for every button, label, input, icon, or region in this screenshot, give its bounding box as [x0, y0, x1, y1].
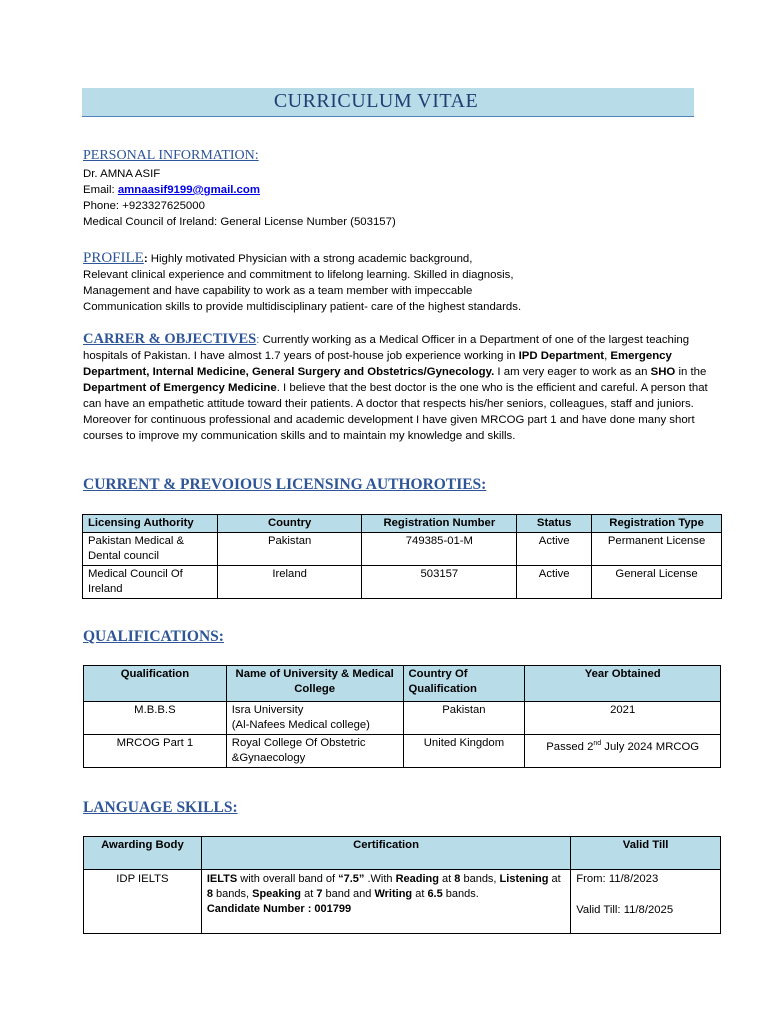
cell: United Kingdom	[403, 735, 525, 768]
objectives-bold-3: SHO	[650, 366, 676, 378]
cert-bold: 8	[206, 888, 213, 900]
cert-bold: Writing	[374, 888, 413, 900]
col-header: Country	[217, 515, 362, 533]
objectives-text-5: . I believe that the best doctor is the one who is the efficient and careful. A person that can have an empathetic attitude toward their patients. A doctor that respects his/her seniors, colleagues, staff and juniors. Moreover for continuous professional and academic development I have given MRCOG part 1 and have done many short courses to improve my communication skills and to maintain my knowledge and skills.	[83, 382, 708, 442]
cert-text: with overall band of	[237, 873, 339, 885]
language-table	[83, 836, 721, 934]
cert-bold: IELTS	[206, 873, 238, 885]
cert-bold: “7.5”	[338, 873, 365, 885]
cell: Pakistan Medical & Dental council	[83, 533, 218, 566]
col-header: Registration Number	[362, 515, 517, 533]
cert-bold: Listening	[499, 873, 549, 885]
cell	[201, 870, 570, 934]
objectives-text-3: I am very eager to work as an	[494, 366, 651, 378]
objectives-text-1: Currently working as a Medical Officer in a Department of one of the largest teaching hospitals of Pakistan. I have almost 1.7 years of post-house job experience working in	[83, 334, 690, 362]
cell: Pakistan	[217, 533, 362, 566]
cert-text: band and	[322, 888, 375, 900]
objectives-text-2: ,	[604, 350, 611, 362]
licensing-table	[82, 514, 722, 599]
cert-text: at	[301, 888, 317, 900]
profile-line-1	[83, 250, 521, 267]
profile-line-4: Communication skills to provide multidisciplinary patient- care of the highest standards.	[83, 301, 522, 313]
cell: Active	[517, 566, 592, 599]
profile-section	[83, 250, 521, 315]
col-header: Country Of Qualification	[403, 666, 525, 702]
cert-bold: 8	[454, 873, 461, 885]
year-superscript: nd	[593, 740, 602, 747]
valid-till: Valid Till: 11/8/2025	[576, 904, 674, 916]
cell: Medical Council Of Ireland	[83, 566, 218, 599]
university-line: Royal College Of Obstetric	[231, 737, 366, 749]
objectives-heading: CARRER & OBJECTIVES	[83, 331, 257, 347]
table-row	[84, 870, 721, 934]
cell: Pakistan	[403, 702, 525, 735]
cert-bold: Reading	[395, 873, 439, 885]
phone-text: Phone: +923327625000	[83, 200, 205, 212]
cell: Ireland	[217, 566, 362, 599]
cell: IDP IELTS	[84, 870, 202, 934]
col-header: Year Obtained	[525, 666, 721, 702]
university-line: Isra University	[231, 704, 304, 716]
profile-line-3: Management and have capability to work as a team member with impeccable	[83, 285, 473, 297]
personal-heading: PERSONAL INFORMATION:	[83, 148, 259, 163]
objectives-colon: :	[256, 334, 260, 346]
objectives-bold-4: Department of Emergency Medicine	[83, 382, 277, 394]
col-header: Valid Till	[571, 837, 721, 870]
cert-bold: 7	[316, 888, 323, 900]
cell: 2021	[525, 702, 721, 735]
cell: M.B.B.S	[84, 702, 227, 735]
cert-text: at	[548, 873, 561, 885]
cert-text: at	[412, 888, 428, 900]
profile-text-1: Highly motivated Physician with a strong academic background,	[147, 253, 473, 265]
cert-text: bands,	[212, 888, 253, 900]
license-text: Medical Council of Ireland: General License Number (503157)	[83, 216, 396, 228]
col-header: Status	[517, 515, 592, 533]
valid-from: From: 11/8/2023	[576, 873, 659, 885]
email-line	[83, 182, 396, 198]
table-row	[83, 533, 722, 566]
college-line: (Al-Nafees Medical college)	[231, 719, 370, 731]
objectives-bold-2: Emergency Department, Internal Medicine, General Surgery and Obstetrics/Gynecology.	[83, 350, 672, 378]
table-header-row	[83, 515, 722, 533]
college-line: &Gynaecology	[231, 752, 306, 764]
profile-heading: PROFILE	[83, 250, 144, 266]
col-header: Registration Type	[592, 515, 722, 533]
objectives-text-4: in the	[675, 366, 707, 378]
cell: Permanent License	[592, 533, 722, 566]
profile-line-2: Relevant clinical experience and commitment to lifelong learning. Skilled in diagnosis,	[83, 269, 514, 281]
ielts-line	[207, 872, 565, 902]
email-link[interactable]: amnaasif9199@gmail.com	[117, 184, 260, 196]
cert-text: bands.	[442, 888, 479, 900]
profile-colon: :	[143, 253, 148, 265]
cell: General License	[592, 566, 722, 599]
language-heading: LANGUAGE SKILLS:	[83, 799, 238, 816]
cert-text: at	[438, 873, 455, 885]
qualifications-heading: QUALIFICATIONS:	[83, 628, 224, 645]
qualifications-table	[83, 665, 721, 768]
cert-text: .With	[364, 873, 396, 885]
col-header: Awarding Body	[84, 837, 202, 870]
cell: 749385-01-M	[362, 533, 517, 566]
year-text-post: July 2024 MRCOG	[601, 740, 700, 753]
cert-text: bands,	[460, 873, 500, 885]
email-label: Email:	[83, 184, 118, 196]
cell	[226, 735, 403, 768]
col-header: Licensing Authority	[83, 515, 218, 533]
table-header-row	[84, 837, 721, 870]
cell: Active	[517, 533, 592, 566]
objectives-bold-1: IPD Department	[518, 350, 605, 362]
table-row	[84, 735, 721, 768]
licensing-heading: CURRENT & PREVOIOUS LICENSING AUTHOROTIES:	[83, 476, 487, 493]
col-header: Name of University & Medical College	[226, 666, 403, 702]
year-text-pre: Passed 2	[546, 740, 594, 753]
name-text: Dr. AMNA ASIF	[83, 168, 161, 180]
cell: MRCOG Part 1	[84, 735, 227, 768]
candidate-number: Candidate Number : 001799	[206, 903, 352, 915]
cell: 503157	[362, 566, 517, 599]
cert-bold: Speaking	[252, 888, 302, 900]
col-header: Certification	[201, 837, 570, 870]
table-header-row	[84, 666, 721, 702]
objectives-section	[83, 331, 708, 444]
cell	[525, 735, 721, 768]
table-row	[83, 566, 722, 599]
page-title: CURRICULUM VITAE	[273, 90, 479, 112]
personal-section	[83, 148, 396, 230]
col-header: Qualification	[84, 666, 227, 702]
cell	[226, 702, 403, 735]
title-bar	[82, 88, 694, 117]
table-row	[84, 702, 721, 735]
cell	[571, 870, 721, 934]
cert-bold: 6.5	[427, 888, 443, 900]
